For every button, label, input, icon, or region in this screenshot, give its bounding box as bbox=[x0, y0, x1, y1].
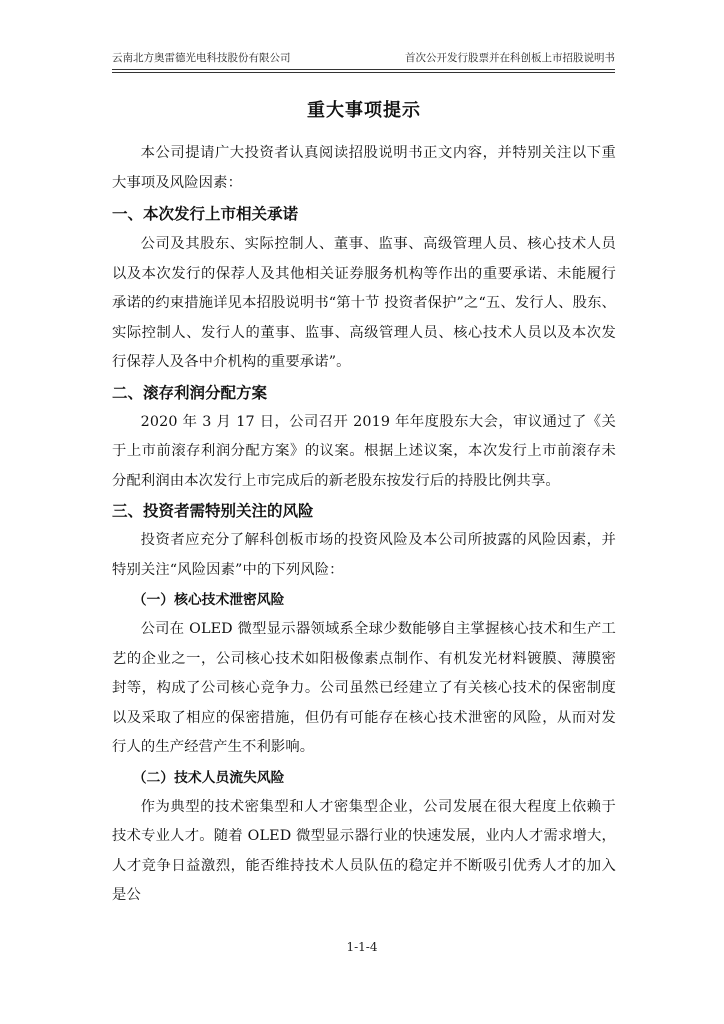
subsection-paragraph-tech-leak: 公司在 OLED 微型显示器领域系全球少数能够自主掌握核心技术和生产工艺的企业之一，公司核心技术如阳极像素点制作、有机发光材料镀膜、薄膜密封等，构成了公司核心竞争力。公司虽然已经建立了有关核心技术的保密制度以及采取了相应的保密措施，但仍有可能存在核心技术泄密的风险，从而对发行人的生产经营产生不利影响。 bbox=[112, 621, 616, 755]
section-paragraph-profit-distribution: 2020 年 3 月 17 日，公司召开 2019 年年度股东大会，审议通过了《关于上市前滚存利润分配方案》的议案。根据上述议案，本次发行上市前滚存未分配利润由本次发行上市完成后的新老股东按发行后的持股比例共享。 bbox=[112, 413, 616, 489]
page-number: 1-1-4 bbox=[346, 940, 378, 954]
intro-paragraph: 本公司提请广大投资者认真阅读招股说明书正文内容，并特别关注以下重大事项及风险因素： bbox=[112, 145, 616, 191]
section-paragraph-commitments: 公司及其股东、实际控制人、董事、监事、高级管理人员、核心技术人员以及本次发行的保荐人及其他相关证券服务机构等作出的重要承诺、未能履行承诺的约束措施详见本招股说明书“第十节 投资者保护”之“五、发行人、股东、实际控制人、发行人的董事、监事、高级管理人员、核心技术人员以及本次发行保荐人及各中介机构的重要承诺”。 bbox=[112, 236, 616, 370]
section-heading-profit-distribution: 二、滚存利润分配方案 bbox=[112, 383, 268, 402]
page-title: 重大事项提示 bbox=[307, 100, 421, 121]
header-company: 云南北方奥雷德光电科技股份有限公司 bbox=[112, 52, 291, 64]
subsection-paragraph-staff-loss: 作为典型的技术密集型和人才密集型企业，公司发展在很大程度上依赖于技术专业人才。随着 OLED 微型显示器行业的快速发展，业内人才需求增大，人才竞争日益激烈，能否维持技术人员队伍的稳定并不断吸引优秀人才的加入是公 bbox=[112, 798, 616, 903]
header-document-title: 首次公开发行股票并在科创板上市招股说明书 bbox=[405, 52, 615, 64]
page-header bbox=[112, 50, 615, 70]
section-heading-commitments: 一、本次发行上市相关承诺 bbox=[112, 205, 299, 223]
section-heading-risks: 三、投资者需特别关注的风险 bbox=[112, 502, 314, 520]
subsection-heading-staff-loss: （二）技术人员流失风险 bbox=[132, 769, 285, 786]
section-paragraph-risks: 投资者应充分了解科创板市场的投资风险及本公司所披露的风险因素，并特别关注“风险因素”中的下列风险： bbox=[112, 532, 616, 578]
subsection-heading-tech-leak: （一）核心技术泄密风险 bbox=[132, 592, 285, 608]
page-content bbox=[112, 96, 616, 911]
